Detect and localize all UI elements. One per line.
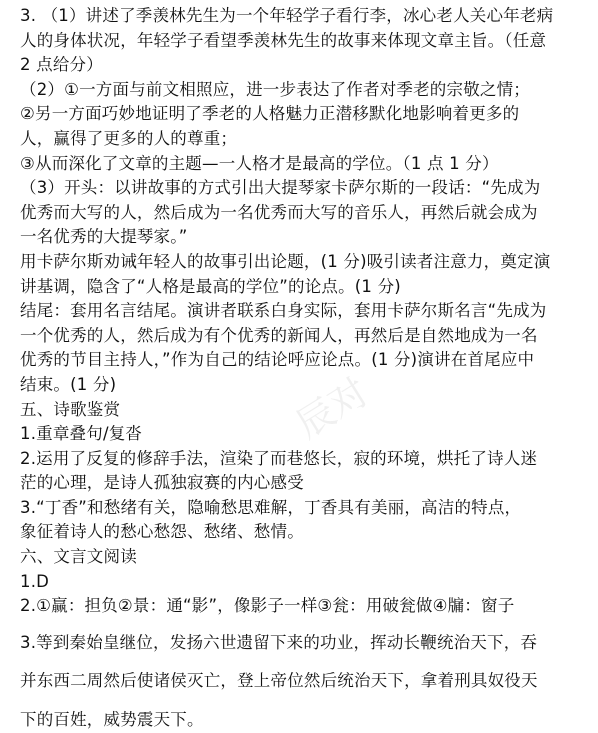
text-line-18: 1.重章叠句/复沓	[20, 424, 143, 444]
section-heading-classical: 六、文言文阅读	[20, 547, 137, 567]
text-line-1: 3. （1）讲述了季羡林先生为一个年轻学子看行李，冰心老人关心年老病	[20, 6, 554, 25]
text-line-28: 下的百姓，威势震天下。	[20, 710, 204, 730]
text-line-20: 茫的心理，是诗人孤独寂赛的内心感受	[20, 473, 304, 493]
text-line-7: ③从而深化了文章的主题—一人格才是最高的学位。（1 点 1 分）	[20, 153, 499, 173]
text-line-26: 3.等到秦始皇继位，发扬六世遗留下来的功业，挥动长鞭统治天下，吞	[20, 632, 538, 652]
watermark: 辰对	[288, 369, 376, 448]
text-line-15: 优秀的节目主持人，”作为自己的结论呼应论点。(1 分)演讲在首尾应中	[20, 350, 535, 370]
text-line-3: 2 点给分）	[20, 55, 103, 75]
text-line-11: 用卡萨尔斯劝诫年轻人的故事引出论题，(1 分)吸引读者注意力，奠定演	[20, 251, 551, 271]
text-line-27: 并东西二周然后使诸侯灭亡，登上帝位然后统治天下，拿着刑具奴役天	[20, 671, 538, 691]
text-line-16: 结束。(1 分)	[20, 374, 117, 394]
text-line-4: （2）①一方面与前文相照应，进一步表达了作者对季老的宗敬之情；	[20, 79, 530, 99]
text-line-12: 讲基调，隐含了“人格是最高的学位”的论点。(1 分)	[20, 276, 401, 296]
text-line-9: 优秀而大写的人，然后成为一名优秀而大写的音乐人，再然后就会成为	[20, 202, 538, 222]
text-line-19: 2.运用了反复的修辞手法，渲染了而巷悠长，寂的环境，烘托了诗人迷	[20, 448, 538, 468]
text-line-25: 2.①赢：担负②景：通“影”，像影子一样③瓮：用破瓮做④牖：窗子	[20, 596, 515, 616]
text-line-22: 象征着诗人的愁心愁怨、愁绪、愁情。	[20, 522, 304, 542]
text-line-8: （3）开头：以讲故事的方式引出大提琴家卡萨尔斯的一段话：“先成为	[20, 178, 541, 198]
text-line-13: 结尾：套用名言结尾。演讲者联系白身实际，套用卡萨尔斯名言“先成为	[20, 301, 547, 321]
text-line-14: 一个优秀的人，然后成为有个优秀的新闻人，再然后是自然地成为一名	[20, 325, 538, 345]
section-heading-poetry: 五、诗歌鉴赏	[20, 399, 121, 419]
text-line-6: 人，赢得了更多的人的尊重；	[20, 128, 238, 148]
text-line-10: 一名优秀的大提琴家。”	[20, 227, 188, 247]
text-line-21: 3.“丁香”和愁绪有关，隐喻愁思难解，丁香具有美丽，高洁的特点，	[20, 497, 522, 517]
text-line-2: 人的身体状况，年轻学子看望季羡林先生的故事来体现文章主旨。（任意	[20, 30, 547, 50]
text-line-5: ②另一方面巧妙地证明了季老的人格魅力正潜移默化地影响着更多的	[20, 104, 520, 124]
text-line-24: 1.D	[20, 571, 50, 591]
